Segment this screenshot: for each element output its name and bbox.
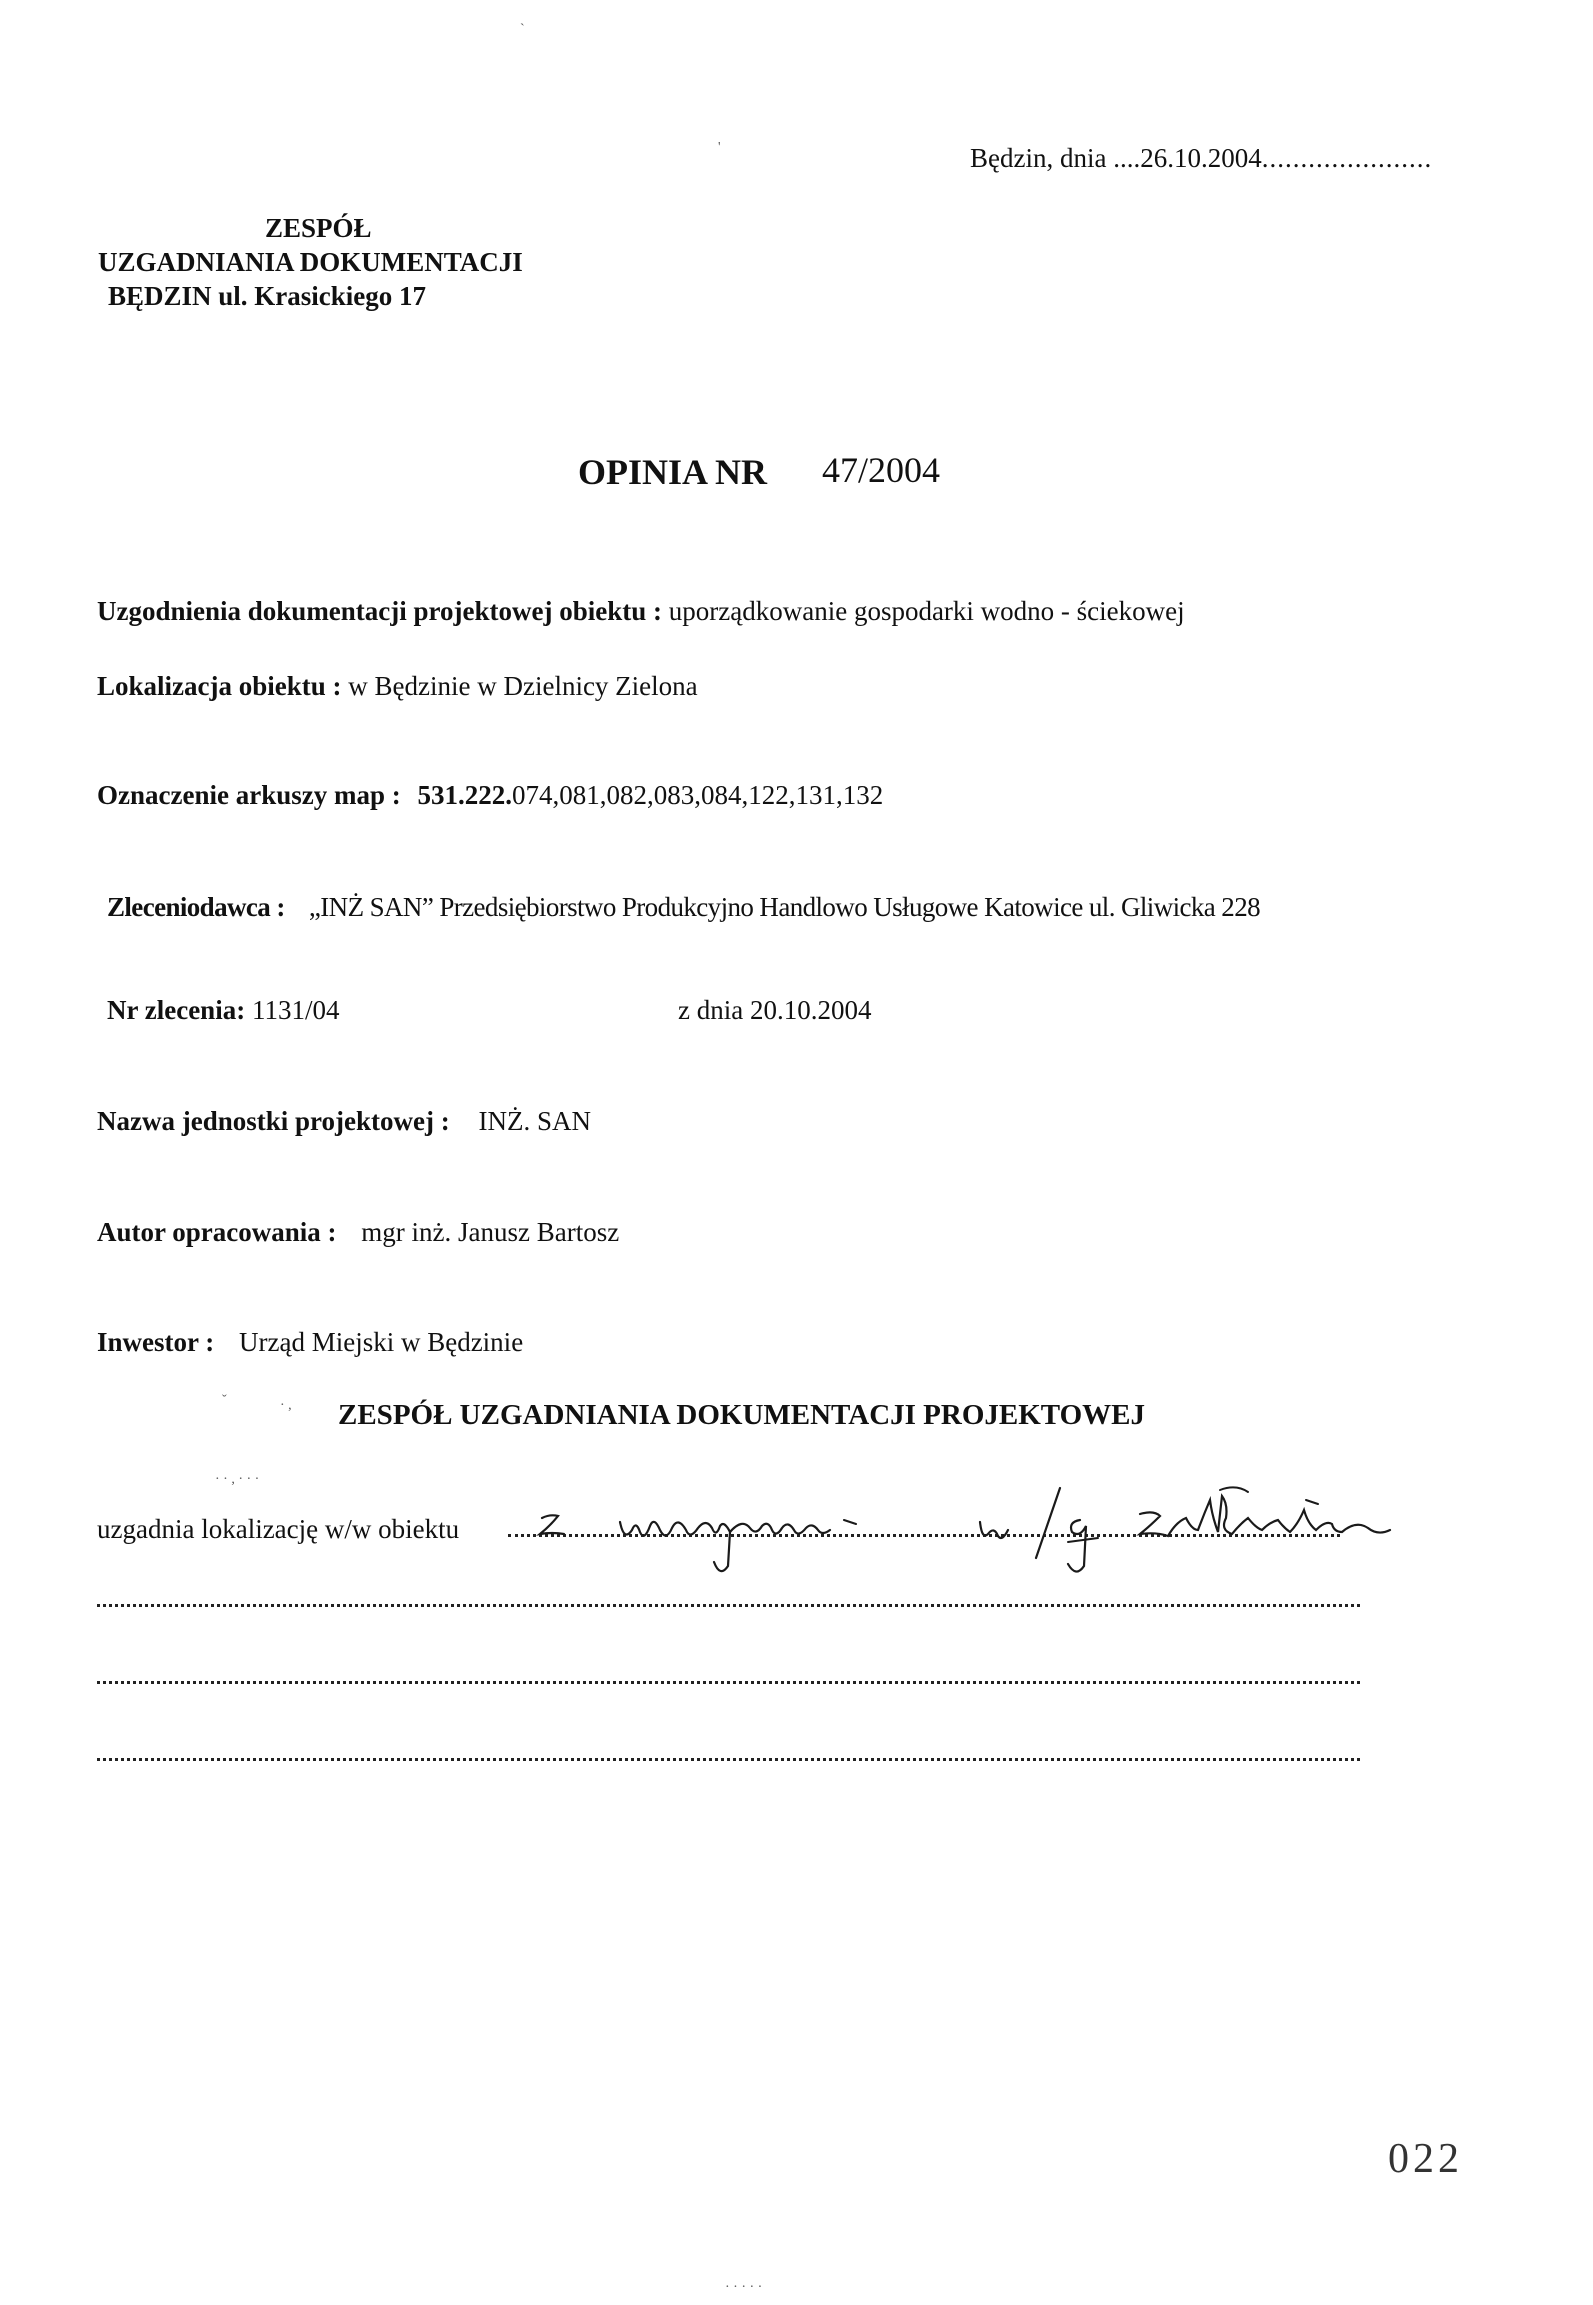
client-value: „INŻ SAN” Przedsiębiorstwo Produkcyjno Handlowo Usługowe Katowice ul. Gliwicka 228 [308,892,1261,922]
design-unit-value: INŻ. SAN [478,1106,591,1136]
author-row [97,1217,619,1248]
date-prefix: Będzin, dnia .... [970,143,1141,173]
issuer-line-3: BĘDZIN ul. Krasickiego 17 [108,281,427,311]
stamp-speck: · · , · · · [215,1472,260,1487]
team-heading: ZESPÓŁ UZGADNIANIA DOKUMENTACJI PROJEKTOWEJ [338,1399,1146,1431]
subject-value: uporządkowanie gospodarki wodno - ściekowej [668,596,1185,626]
page-number: 022 [1388,2136,1463,2182]
approval-prefix: uzgadnia lokalizację w/w obiektu [97,1514,460,1544]
order-row [107,995,339,1026]
location-label: Lokalizacja obiektu : [97,671,342,701]
date-dots: ...................... [1261,143,1433,173]
stamp-speck: · , [280,1398,292,1413]
investor-value: Urząd Miejski w Będzinie [239,1327,524,1357]
empty-dotted-line [97,1758,1360,1761]
investor-row [97,1327,523,1358]
scan-speck: · · · · · [725,2280,763,2295]
empty-dotted-line [97,1604,1360,1607]
date-line [970,143,1432,174]
subject-label: Uzgodnienia dokumentacji projektowej obiektu : [97,596,663,626]
location-row [97,671,698,702]
issuer-line-2: UZGADNIANIA DOKUMENTACJI [98,247,523,277]
client-label: Zleceniodawca : [107,892,285,922]
map-sheets-label: Oznaczenie arkuszy map : [97,780,401,810]
map-sheets-row [97,780,883,811]
order-no-label: Nr zlecenia: [107,995,246,1025]
author-value: mgr inż. Janusz Bartosz [361,1217,620,1247]
opinion-number: 47/2004 [822,450,941,490]
map-sheets-value-prefix: 531.222. [417,780,512,810]
map-sheets-value: 074,081,082,083,084,122,131,132 [511,780,884,810]
handwritten-remark [520,1470,1410,1580]
design-unit-row [97,1106,591,1137]
subject-row [97,596,1185,627]
approval-dotline [508,1534,1340,1537]
issuer-line-1: ZESPÓŁ [265,213,372,243]
order-date: z dnia 20.10.2004 [678,995,872,1025]
scan-speck: ' [718,140,721,155]
empty-dotted-line [97,1681,1360,1684]
client-row [107,892,1260,923]
opinion-label: OPINIA NR [578,452,768,492]
author-label: Autor opracowania : [97,1217,337,1247]
location-value: w Będzinie w Dzielnicy Zielona [348,671,698,701]
order-no-value: 1131/04 [251,995,340,1025]
investor-label: Inwestor : [97,1327,215,1357]
design-unit-label: Nazwa jednostki projektowej : [97,1106,450,1136]
stamp-speck: ˇ [222,1393,227,1408]
scan-speck: ` [520,22,525,37]
document-date: 26.10.2004 [1140,143,1262,173]
